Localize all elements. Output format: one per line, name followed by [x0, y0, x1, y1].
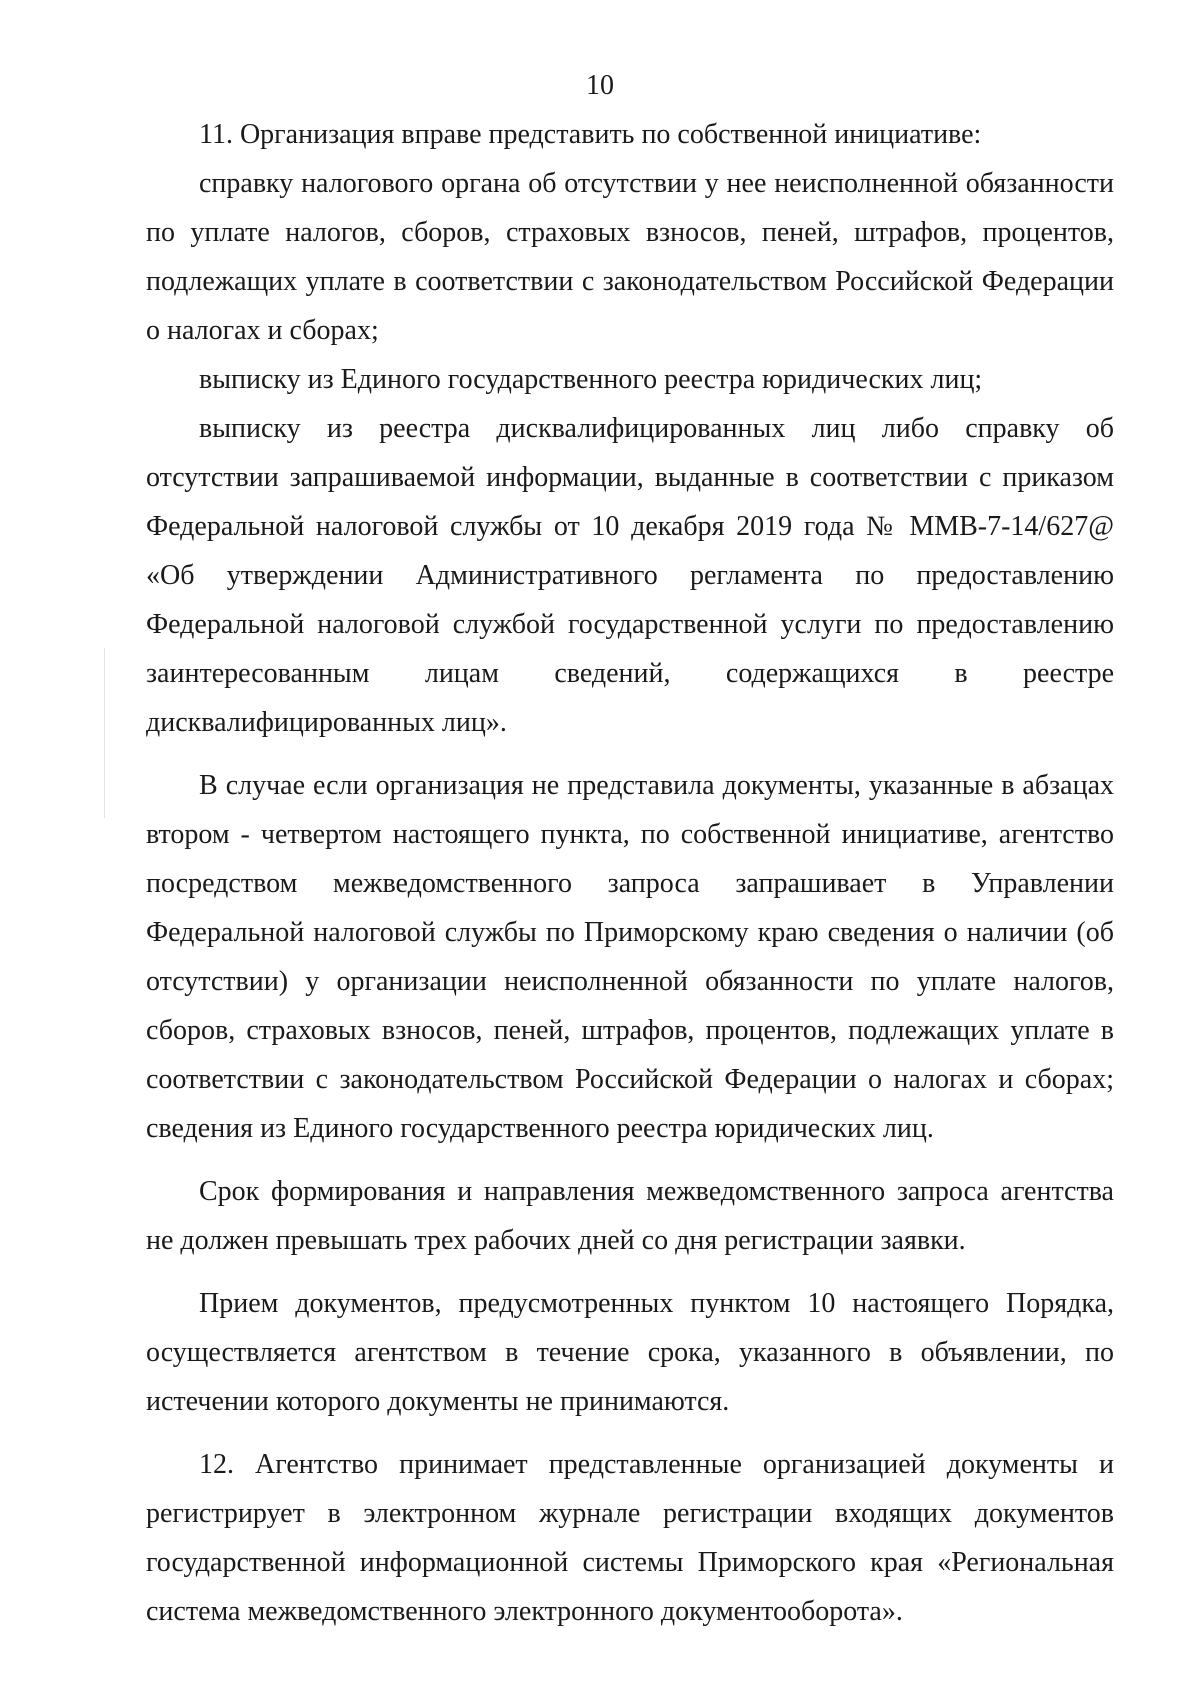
- page-number: 10: [586, 70, 614, 101]
- scan-margin-line: [104, 648, 105, 818]
- paragraph-item-12-registration: 12. Агентство принимает представленные организацией документы и регистрирует в электронном журнале регистрации входящих документов государственной информационной системы Приморского края «Региональная система межведомственного электронного документооборота».: [146, 1449, 1114, 1627]
- paragraph-tax-certificate: справку налогового органа об отсутствии у нее неисполненной обязанности по уплате налогов, сборов, страховых взносов, пеней, штрафов, процентов, подлежащих уплате в соответствии с законодательством Российской Федерации о налогах и сборах;: [146, 168, 1114, 346]
- paragraph-request-deadline: Срок формирования и направления межведомственного запроса агентства не должен превышать трех рабочих дней со дня регистрации заявки.: [146, 1176, 1114, 1256]
- paragraph-item-11-intro: 11. Организация вправе представить по собственной инициативе:: [199, 119, 982, 150]
- paragraph-egrul-extract: выписку из Единого государственного реестра юридических лиц;: [199, 364, 983, 395]
- document-body: [146, 110, 1114, 1636]
- paragraph-document-acceptance: Прием документов, предусмотренных пунктом 10 настоящего Порядка, осуществляется агентством в течение срока, указанного в объявлении, по истечении которого документы не принимаются.: [146, 1288, 1114, 1417]
- paragraph-interagency-request: В случае если организация не представила документы, указанные в абзацах втором - четвертом настоящего пункта, по собственной инициативе, агентство посредством межведомственного запроса запрашивает в Управлении Федеральной налоговой службы по Приморскому краю сведения о наличии (об отсутствии) у организации неисполненной обязанности по уплате налогов, сборов, страховых взносов, пеней, штрафов, процентов, подлежащих уплате в соответствии с законодательством Российской Федерации о налогах и сборах; сведения из Единого государственного реестра юридических лиц.: [146, 770, 1114, 1144]
- paragraph-disqualified-registry: выписку из реестра дисквалифицированных лиц либо справку об отсутствии запрашиваемой информации, выданные в соответствии с приказом Федеральной налоговой службы от 10 декабря 2019 года № ММВ-7-14/627@ «Об утверждении Административного регламента по предоставлению Федеральной налоговой службой государственной услуги по предоставлению заинтересованным лицам сведений, содержащихся в реестре дисквалифицированных лиц».: [146, 413, 1114, 738]
